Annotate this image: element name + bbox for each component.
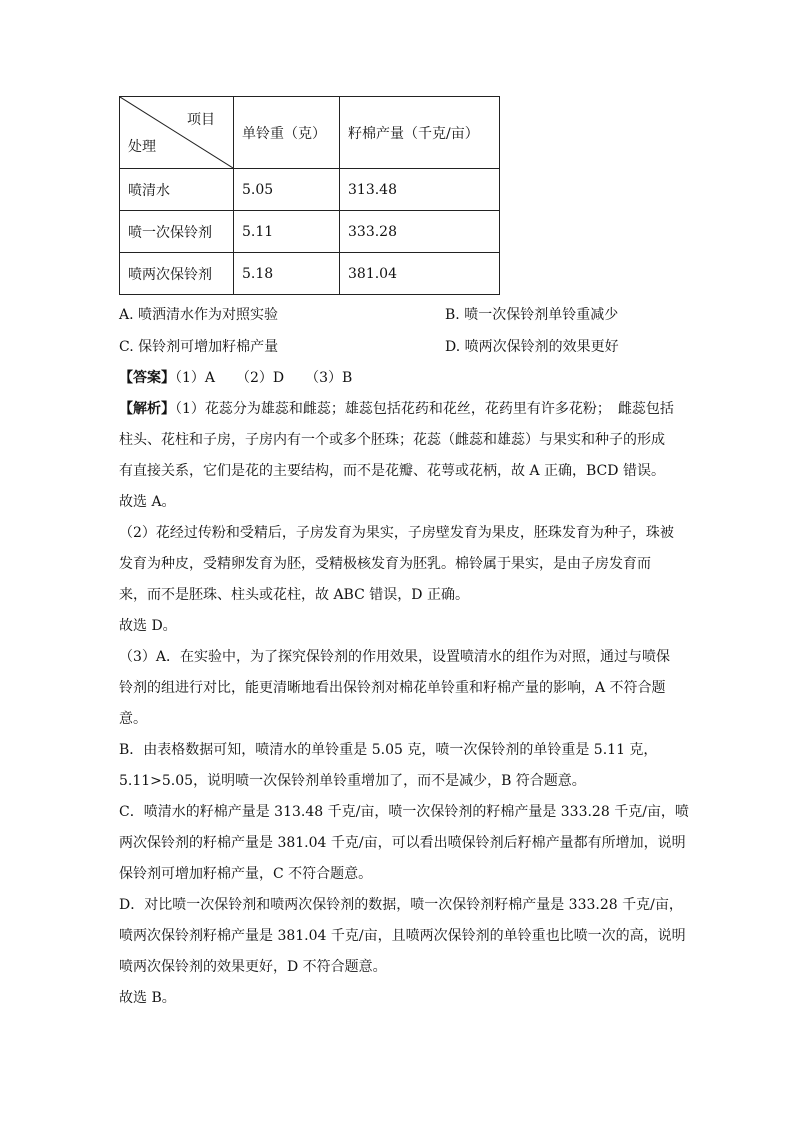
analysis-line: 柱头、花柱和子房，子房内有一个或多个胚珠；花蕊（雌蕊和雄蕊）与果实和种子的形成 [119, 432, 665, 448]
header-weight: 单铃重（克） [234, 97, 340, 169]
header-item-label: 项目 [187, 112, 215, 128]
row-treatment: 喷一次保铃剂 [120, 211, 234, 253]
diagonal-line [120, 97, 233, 168]
table-row [120, 211, 500, 253]
analysis-line: 喷两次保铃剂的效果更好，D 不符合题意。 [119, 959, 387, 975]
data-table [119, 96, 500, 295]
analysis-line: 铃剂的组进行对比，能更清晰地看出保铃剂对棉花单铃重和籽棉产量的影响，A 不符合题 [119, 680, 666, 696]
analysis-line: 5.11>5.05，说明喷一次保铃剂单铃重增加了，而不是减少，B 符合题意。 [119, 773, 586, 789]
diagonal-header-cell [120, 97, 234, 169]
analysis-text: （1）花蕊分为雄蕊和雌蕊；雄蕊包括花药和花丝，花药里有许多花粉； 雌蕊包括 [175, 401, 674, 417]
row-treatment: 喷清水 [120, 169, 234, 211]
header-yield: 籽棉产量（千克/亩） [340, 97, 500, 169]
table-row [120, 253, 500, 295]
analysis-line: 故选 B。 [119, 990, 176, 1006]
analysis-line: 故选 A。 [119, 494, 176, 510]
row-weight: 5.11 [234, 211, 340, 253]
analysis-line: 有直接关系，它们是花的主要结构，而不是花瓣、花萼或花柄，故 A 正确，BCD 错误。 [119, 463, 665, 479]
analysis-line: 发育为种皮，受精卵发育为胚，受精极核发育为胚乳。棉铃属于果实，是由子房发育而 [119, 556, 651, 572]
analysis-line: 故选 D。 [119, 618, 177, 634]
analysis-line: 来，而不是胚珠、柱头或花柱，故 ABC 错误，D 正确。 [119, 587, 469, 603]
analysis-line: 两次保铃剂的籽棉产量是 381.04 千克/亩，可以看出喷保铃剂后籽棉产量都有所增加，说明 [119, 835, 686, 851]
row-yield: 381.04 [340, 253, 500, 295]
analysis-line: 保铃剂可增加籽棉产量，C 不符合题意。 [119, 866, 373, 882]
row-treatment: 喷两次保铃剂 [120, 253, 234, 295]
analysis-line: 喷两次保铃剂籽棉产量是 381.04 千克/亩，且喷两次保铃剂的单铃重也比喷一次的高，说明 [119, 928, 686, 944]
analysis-label: 【解析】 [119, 401, 175, 417]
analysis-line: C．喷清水的籽棉产量是 313.48 千克/亩，喷一次保铃剂的籽棉产量是 333.28 千克/亩，喷 [119, 804, 689, 820]
answer-line [119, 367, 352, 387]
option-b: B. 喷一次保铃剂单铃重减少 [445, 307, 619, 323]
row-yield: 313.48 [340, 169, 500, 211]
analysis-line: （2）花经过传粉和受精后，子房发育为果实，子房壁发育为果皮，胚珠发育为种子，珠被 [119, 525, 674, 541]
option-c: C. 保铃剂可增加籽棉产量 [119, 339, 279, 355]
option-a: A. 喷洒清水作为对照实验 [119, 307, 279, 323]
row-weight: 5.05 [234, 169, 340, 211]
analysis-line: （3）A．在实验中，为了探究保铃剂的作用效果，设置喷清水的组作为对照，通过与喷保 [119, 649, 671, 665]
table-row [120, 169, 500, 211]
option-d: D. 喷两次保铃剂的效果更好 [445, 339, 619, 355]
analysis-line: B．由表格数据可知，喷清水的单铃重是 5.05 克，喷一次保铃剂的单铃重是 5.11 克， [119, 742, 658, 758]
row-weight: 5.18 [234, 253, 340, 295]
table-header-row [120, 97, 500, 169]
analysis-line: D．对比喷一次保铃剂和喷两次保铃剂的数据，喷一次保铃剂籽棉产量是 333.28 千克/亩， [119, 897, 683, 913]
analysis-line [119, 398, 674, 418]
answer-label: 【答案】 [119, 370, 175, 386]
header-treatment-label: 处理 [128, 139, 156, 155]
row-yield: 333.28 [340, 211, 500, 253]
answer-text: （1）A （2）D （3）B [175, 370, 353, 386]
analysis-line: 意。 [119, 711, 147, 727]
